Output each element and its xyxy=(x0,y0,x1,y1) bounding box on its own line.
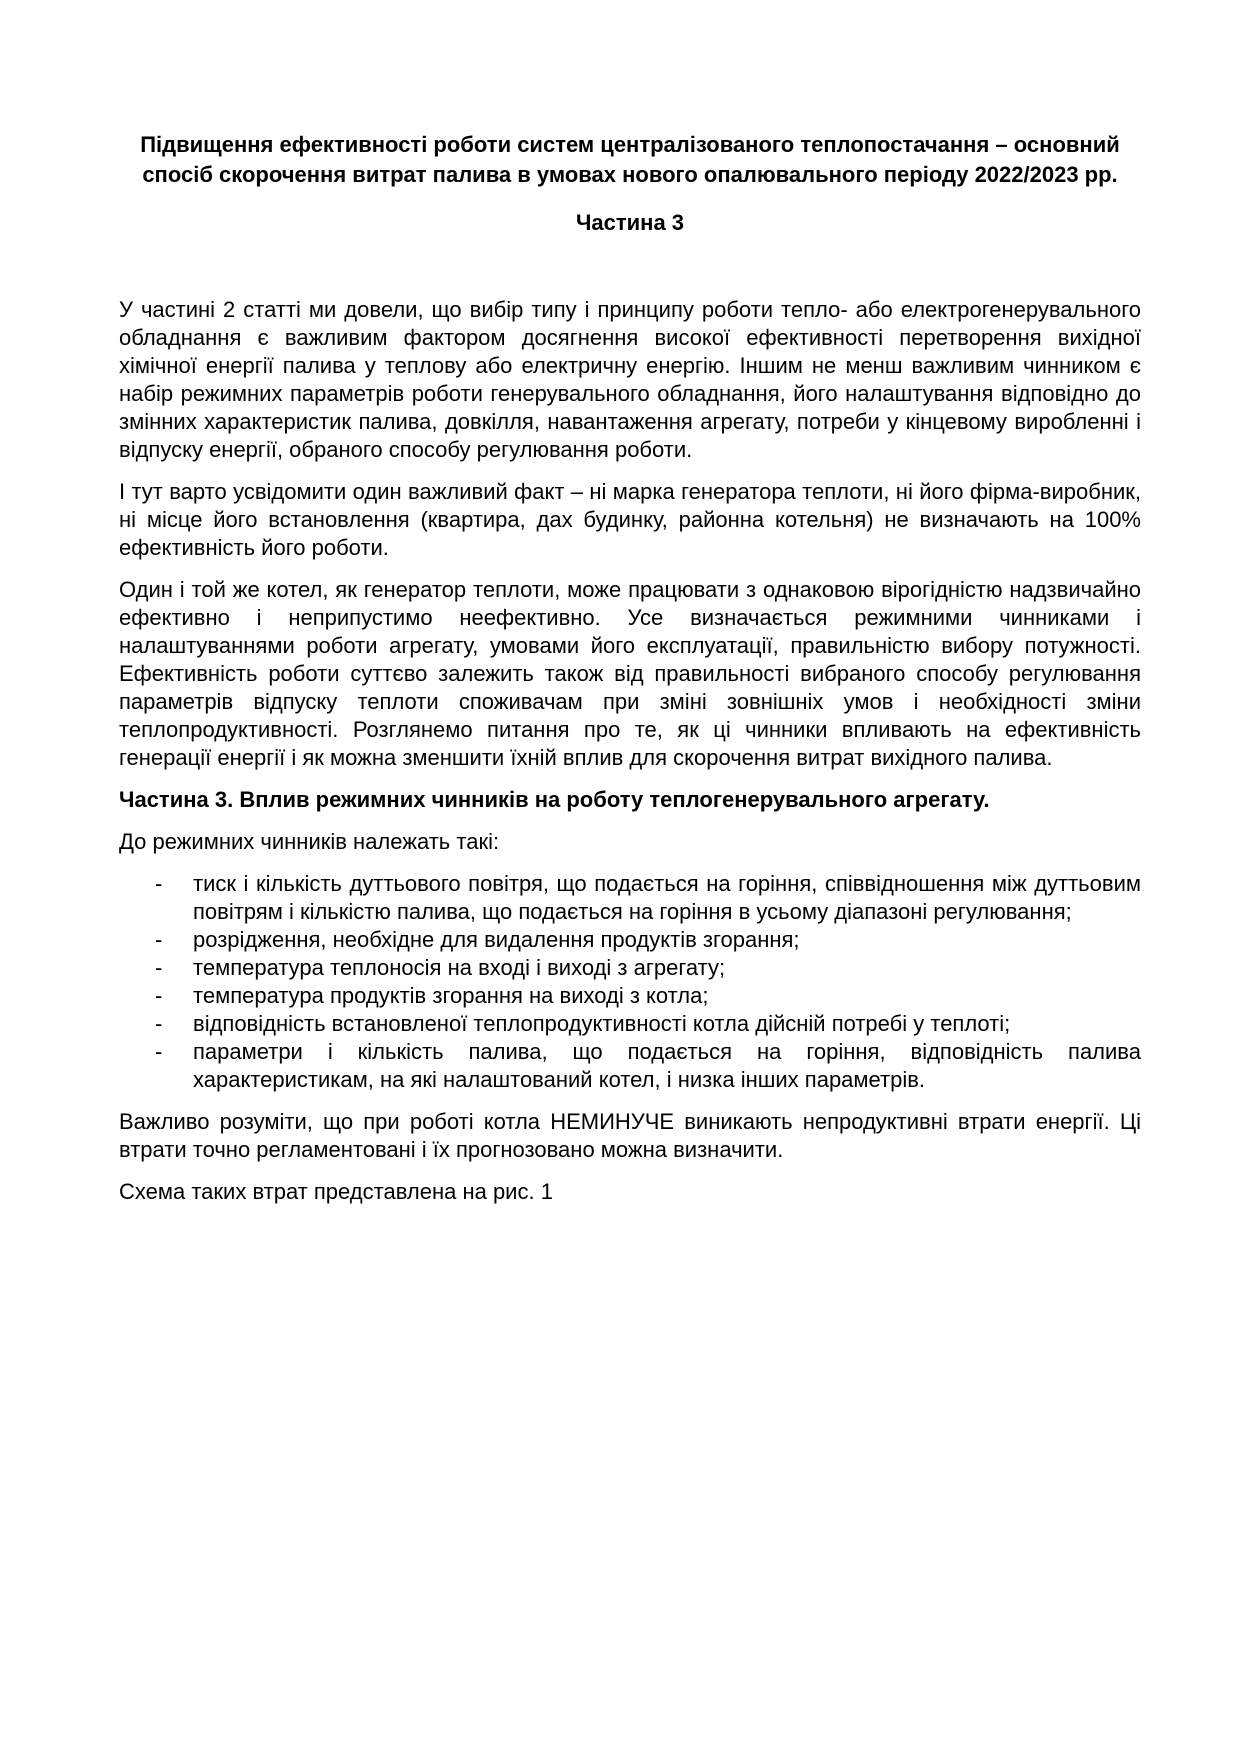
list-item-text: температура продуктів згорання на виході з котла; xyxy=(193,983,709,1008)
list-item xyxy=(119,1010,1141,1038)
closing-paragraph: Важливо розуміти, що при роботі котла НЕМИНУЧЕ виникають непродуктивні втрати енергії. Ці втрати точно регламентовані і їх прогнозовано можна визначити. xyxy=(119,1109,1141,1162)
figure-reference: Схема таких втрат представлена на рис. 1 xyxy=(119,1179,553,1204)
list-item xyxy=(119,982,1141,1010)
list-item xyxy=(119,1038,1141,1094)
section-heading: Частина 3. Вплив режимних чинників на роботу теплогенерувального агрегату. xyxy=(119,787,990,812)
document-title: Підвищення ефективності роботи систем централізованого теплопостачання – основний спосіб скорочення витрат палива в умовах нового опалювального періоду 2022/2023 рр. xyxy=(140,132,1120,187)
list-marker: - xyxy=(155,871,163,896)
document-page xyxy=(119,130,1141,1220)
list-item xyxy=(119,926,1141,954)
list-item-text: тиск і кількість дуттьового повітря, що подається на горіння, співвідношення між дуттьовим повітрям і кількістю палива, що подається на горіння в усьому діапазоні регулювання; xyxy=(193,871,1141,924)
list-marker: - xyxy=(155,927,163,952)
list-item xyxy=(119,954,1141,982)
list-marker: - xyxy=(155,1011,163,1036)
body-paragraph: І тут варто усвідомити один важливий факт – ні марка генератора теплоти, ні його фірма-виробник, ні місце його встановлення (квартира, дах будинку, районна котельня) не визначають на 100% ефективність його роботи. xyxy=(119,479,1141,560)
part-label: Частина 3 xyxy=(575,210,685,235)
list-item-text: відповідність встановленої теплопродуктивності котла дійсній потребі у теплоті; xyxy=(193,1011,1011,1036)
list-marker: - xyxy=(155,955,163,980)
list-marker: - xyxy=(155,1039,163,1064)
list-item xyxy=(119,870,1141,926)
list-item-text: параметри і кількість палива, що подається на горіння, відповідність палива характеристикам, на які налаштований котел, і низка інших параметрів. xyxy=(193,1039,1141,1092)
list-item-text: розрідження, необхідне для видалення продуктів згорання; xyxy=(193,927,800,952)
list-intro: До режимних чинників належать такі: xyxy=(119,829,500,854)
body-paragraph: У частині 2 статті ми довели, що вибір типу і принципу роботи тепло- або електрогенерувального обладнання є важливим фактором досягнення високої ефективності перетворення вихідної хімічної енергії палива у теплову або електричну енергію. Іншим не менш важливим чинником є набір режимних параметрів роботи генерувального обладнання, його налаштування відповідно до змінних характеристик палива, довкілля, навантаження агрегату, потреби у кінцевому виробленні і відпуску енергії, обраного способу регулювання роботи. xyxy=(119,297,1141,462)
body-paragraph: Один і той же котел, як генератор теплоти, може працювати з однаковою вірогідністю надзвичайно ефективно і неприпустимо неефективно. Усе визначається режимними чинниками і налаштуваннями роботи агрегату, умовами його експлуатації, правильністю вибору потужності. Ефективність роботи суттєво залежить також від правильності вибраного способу регулювання параметрів відпуску теплоти споживачам при зміні зовнішніх умов і необхідності зміни теплопродуктивності. Розглянемо питання про те, як ці чинники впливають на ефективність генерації енергії і як можна зменшити їхній вплив для скорочення витрат вихідного палива. xyxy=(119,577,1141,770)
factor-list xyxy=(119,870,1141,1094)
list-item-text: температура теплоносія на вході і виході з агрегату; xyxy=(193,955,726,980)
list-marker: - xyxy=(155,983,163,1008)
